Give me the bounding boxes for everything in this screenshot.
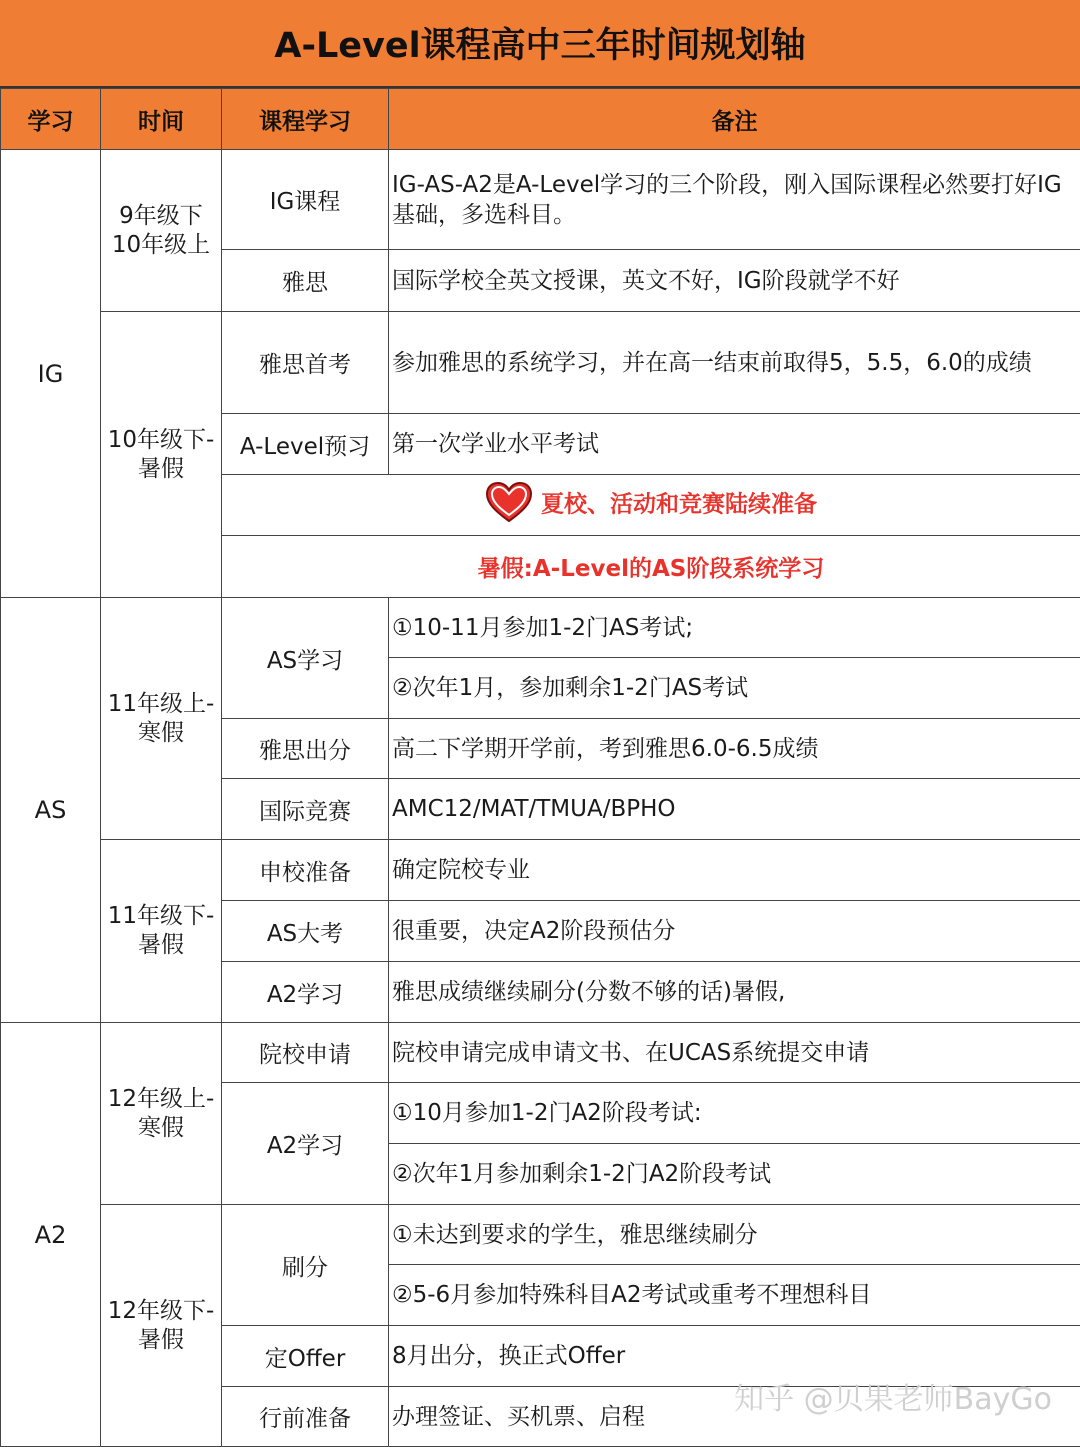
- course-cell: A2学习: [222, 962, 389, 1023]
- note-cell: ②次年1月，参加剩余1-2门AS考试: [389, 658, 1080, 719]
- time-cell: 12年级下- 暑假: [101, 1205, 222, 1447]
- time-cell: 10年级下- 暑假: [101, 312, 222, 598]
- time-cell: 11年级下- 暑假: [101, 840, 222, 1023]
- watermark: 知乎 @贝果老师BayGo: [734, 1374, 1052, 1418]
- course-cell: 雅思出分: [222, 719, 389, 779]
- note-cell: 高二下学期开学前，考到雅思6.0-6.5成绩: [389, 719, 1080, 779]
- banner-text: 夏校、活动和竞赛陆续准备: [541, 492, 817, 518]
- time-cell: 12年级上- 寒假: [101, 1023, 222, 1205]
- note-cell: ①10-11月参加1-2门AS考试;: [389, 598, 1080, 658]
- note-cell: 8月出分，换正式Offer: [389, 1326, 1080, 1387]
- course-cell: AS大考: [222, 901, 389, 962]
- note-cell: 很重要，决定A2阶段预估分: [389, 901, 1080, 962]
- note-cell: AMC12/MAT/TMUA/BPHO: [389, 779, 1080, 840]
- header-course: 课程学习: [222, 89, 389, 150]
- heart-icon: [485, 481, 533, 529]
- time-cell: 11年级上- 寒假: [101, 598, 222, 840]
- banner-text: 暑假:A-Level的AS阶段系统学习: [222, 536, 1080, 598]
- note-cell: 第一次学业水平考试: [389, 414, 1080, 475]
- stage-ig: IG: [1, 150, 101, 598]
- course-cell: 行前准备: [222, 1387, 389, 1447]
- header-note: 备注: [389, 89, 1080, 150]
- table-row: [1, 1205, 1080, 1265]
- table-row: [1, 312, 1080, 414]
- note-cell: ②5-6月参加特殊科目A2考试或重考不理想科目: [389, 1265, 1080, 1326]
- stage-as: AS: [1, 598, 101, 1023]
- course-cell: AS学习: [222, 598, 389, 719]
- table-row: [1, 598, 1080, 658]
- header-study: 学习: [1, 89, 101, 150]
- course-cell: A-Level预习: [222, 414, 389, 475]
- time-cell: 9年级下 10年级上: [101, 150, 222, 312]
- note-cell: 院校申请完成申请文书、在UCAS系统提交申请: [389, 1023, 1080, 1083]
- note-cell: ②次年1月参加剩余1-2门A2阶段考试: [389, 1144, 1080, 1205]
- note-cell: 确定院校专业: [389, 840, 1080, 901]
- course-cell: 申校准备: [222, 840, 389, 901]
- course-cell: 雅思: [222, 250, 389, 312]
- table-row: [1, 150, 1080, 250]
- course-cell: 国际竞赛: [222, 779, 389, 840]
- note-cell: 参加雅思的系统学习，并在高一结束前取得5，5.5，6.0的成绩: [389, 312, 1080, 414]
- course-cell: 雅思首考: [222, 312, 389, 414]
- header-row: [1, 89, 1080, 150]
- note-cell: ①10月参加1-2门A2阶段考试:: [389, 1083, 1080, 1144]
- table-row: [1, 840, 1080, 901]
- course-cell: A2学习: [222, 1083, 389, 1205]
- banner-cell: [222, 475, 1080, 536]
- course-cell: 刷分: [222, 1205, 389, 1326]
- course-cell: IG课程: [222, 150, 389, 250]
- note-cell: IG-AS-A2是A-Level学习的三个阶段，刚入国际课程必然要打好IG基础，多选科目。: [389, 150, 1080, 250]
- note-cell: 国际学校全英文授课，英文不好，IG阶段就学不好: [389, 250, 1080, 312]
- stage-a2: A2: [1, 1023, 101, 1447]
- course-cell: 定Offer: [222, 1326, 389, 1387]
- note-cell: ①未达到要求的学生，雅思继续刷分: [389, 1205, 1080, 1265]
- table-row: [1, 1023, 1080, 1083]
- course-cell: 院校申请: [222, 1023, 389, 1083]
- header-time: 时间: [101, 89, 222, 150]
- note-cell: 雅思成绩继续刷分(分数不够的话)暑假,: [389, 962, 1080, 1023]
- plan-table: [0, 88, 1080, 1447]
- page-title: A-Level课程高中三年时间规划轴: [0, 0, 1080, 88]
- note-cell: 办理签证、买机票、启程: [389, 1387, 1080, 1447]
